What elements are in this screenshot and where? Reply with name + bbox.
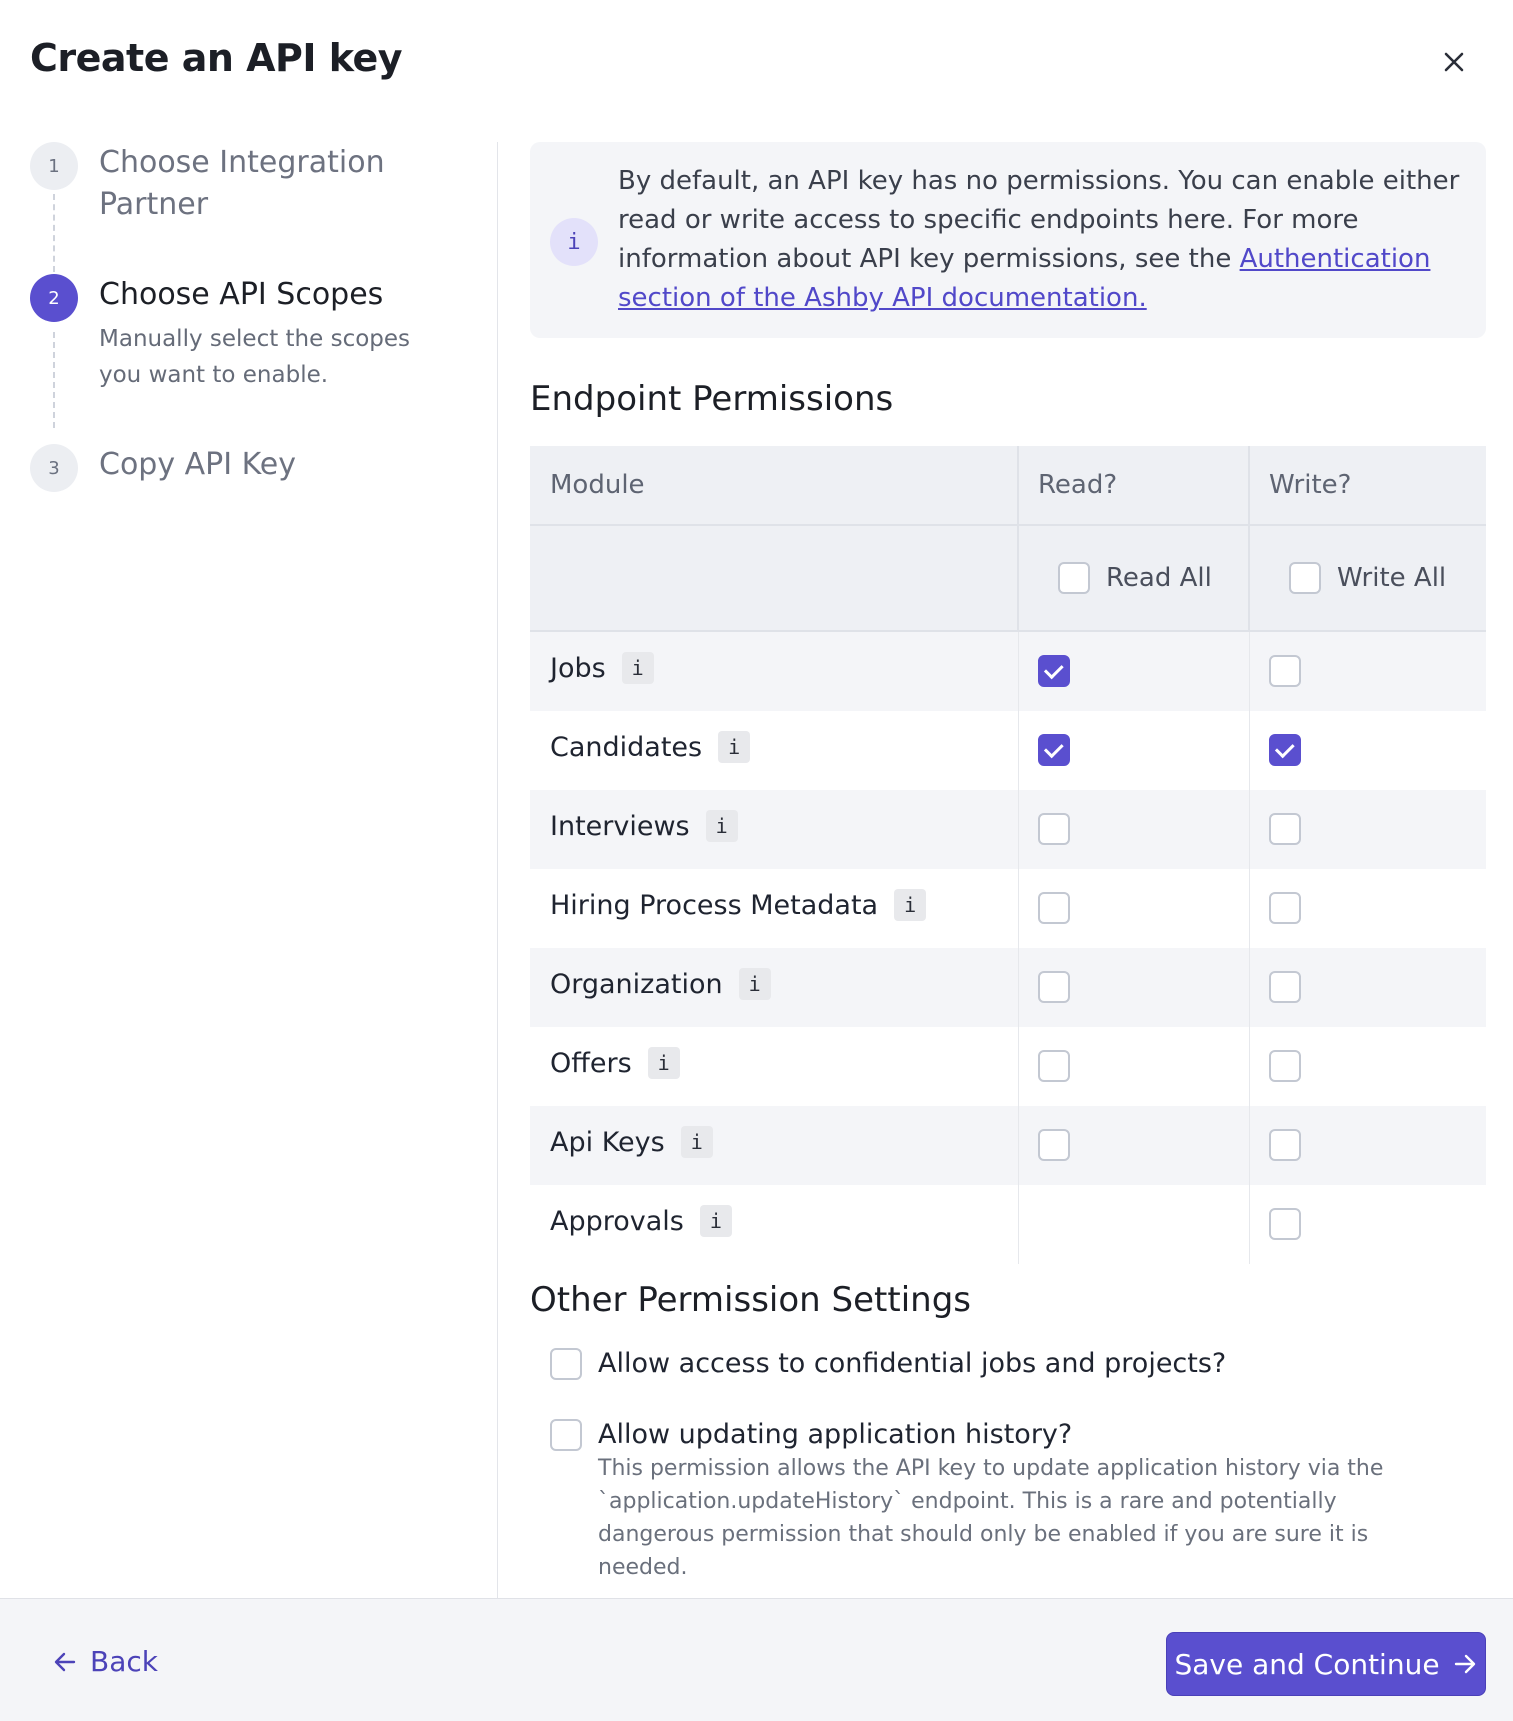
table-row <box>530 790 1486 869</box>
table-row <box>530 1185 1486 1264</box>
step-title-line: Choose Integration <box>99 145 385 180</box>
step-connector <box>53 194 55 272</box>
close-icon <box>1443 51 1465 73</box>
module-info-icon[interactable]: i <box>739 968 771 1000</box>
read-all-label: Read All <box>1106 563 1212 593</box>
confidential-access-label: Allow access to confidential jobs and projects? <box>598 1348 1227 1379</box>
module-label <box>550 810 738 842</box>
module-name: Interviews <box>550 810 690 842</box>
write-checkbox[interactable] <box>1269 655 1301 687</box>
modal-footer <box>0 1598 1513 1721</box>
module-info-icon[interactable]: i <box>648 1047 680 1079</box>
module-label <box>550 1126 713 1158</box>
info-callout <box>530 142 1486 338</box>
module-name: Offers <box>550 1047 632 1079</box>
arrow-right-icon <box>1452 1651 1478 1677</box>
back-button[interactable] <box>52 1645 158 1678</box>
read-checkbox[interactable] <box>1038 892 1070 924</box>
column-header-read: Read? <box>1038 470 1118 500</box>
column-divider <box>1248 446 1250 632</box>
table-row <box>530 1027 1486 1106</box>
panel-divider <box>497 142 498 1598</box>
step-title-line: Partner <box>99 187 209 222</box>
module-info-icon[interactable]: i <box>681 1126 713 1158</box>
column-divider <box>1249 632 1250 1264</box>
read-checkbox[interactable] <box>1038 1129 1070 1161</box>
write-all-toggle[interactable] <box>1289 562 1446 594</box>
read-checkbox[interactable] <box>1038 813 1070 845</box>
confidential-access-option[interactable] <box>550 1346 1226 1382</box>
step-connector <box>53 332 55 428</box>
step-number: 1 <box>30 142 78 190</box>
column-header-module: Module <box>550 470 645 500</box>
step-title <box>99 142 385 226</box>
info-body: By default, an API key has no permissions. You can enable either read or write access to specific endpoints here. For more information about API key permissions, see the <box>618 166 1460 274</box>
read-checkbox[interactable] <box>1038 734 1070 766</box>
update-history-option[interactable] <box>550 1417 1072 1453</box>
column-divider <box>1018 632 1019 1264</box>
write-all-label: Write All <box>1337 563 1447 593</box>
step-description: Manually select the scopes you want to enable. <box>99 326 411 388</box>
read-checkbox[interactable] <box>1038 655 1070 687</box>
module-name: Jobs <box>550 652 606 684</box>
authentication-docs-link[interactable]: Authentication section of the Ashby API documentation. <box>618 244 1431 313</box>
module-info-icon[interactable]: i <box>718 731 750 763</box>
module-label <box>550 968 771 1000</box>
update-history-label: Allow updating application history? <box>598 1419 1073 1450</box>
module-label <box>550 1047 680 1079</box>
table-row <box>530 711 1486 790</box>
write-checkbox[interactable] <box>1269 1129 1301 1161</box>
table-row <box>530 1106 1486 1185</box>
read-checkbox[interactable] <box>1038 1050 1070 1082</box>
module-label <box>550 889 926 921</box>
update-history-checkbox[interactable] <box>550 1419 582 1451</box>
info-text <box>618 162 1468 318</box>
select-all-row <box>530 526 1486 632</box>
save-and-continue-button[interactable] <box>1166 1632 1486 1696</box>
save-label: Save and Continue <box>1174 1647 1440 1681</box>
write-checkbox[interactable] <box>1269 1050 1301 1082</box>
other-settings-title: Other Permission Settings <box>530 1280 971 1320</box>
write-checkbox[interactable] <box>1269 971 1301 1003</box>
close-button[interactable] <box>1436 44 1472 80</box>
write-checkbox[interactable] <box>1269 734 1301 766</box>
module-label <box>550 731 750 763</box>
module-info-icon[interactable]: i <box>894 889 926 921</box>
modal-header <box>0 0 1513 130</box>
step-title: Choose API Scopes <box>99 277 384 312</box>
module-label <box>550 652 654 684</box>
info-icon: i <box>550 218 598 266</box>
module-name: Api Keys <box>550 1126 665 1158</box>
column-divider <box>1017 446 1019 632</box>
table-row <box>530 632 1486 711</box>
table-row <box>530 948 1486 1027</box>
module-name: Organization <box>550 968 723 1000</box>
step-number: 2 <box>30 274 78 322</box>
column-header-write: Write? <box>1269 470 1352 500</box>
table-row <box>530 869 1486 948</box>
step-number: 3 <box>30 444 78 492</box>
arrow-left-icon <box>52 1649 78 1675</box>
read-all-checkbox[interactable] <box>1058 562 1090 594</box>
step-title: Copy API Key <box>99 447 297 482</box>
module-label <box>550 1205 732 1237</box>
update-history-description: This permission allows the API key to update application history via the `application.updateHistory` endpoint. This is a rare and potentially dangerous permission that should only be enabled if you are sure it is needed. <box>598 1456 1384 1580</box>
write-checkbox[interactable] <box>1269 892 1301 924</box>
table-header <box>530 446 1486 526</box>
read-all-toggle[interactable] <box>1058 562 1212 594</box>
module-info-icon[interactable]: i <box>706 810 738 842</box>
module-name: Hiring Process Metadata <box>550 889 879 921</box>
module-name: Candidates <box>550 731 703 763</box>
back-label: Back <box>90 1645 158 1678</box>
write-checkbox[interactable] <box>1269 1208 1301 1240</box>
confidential-access-checkbox[interactable] <box>550 1348 582 1380</box>
read-checkbox[interactable] <box>1038 971 1070 1003</box>
write-all-checkbox[interactable] <box>1289 562 1321 594</box>
module-name: Approvals <box>550 1205 684 1237</box>
endpoint-permissions-title: Endpoint Permissions <box>530 379 894 419</box>
modal-title: Create an API key <box>30 36 403 80</box>
module-info-icon[interactable]: i <box>622 652 654 684</box>
module-info-icon[interactable]: i <box>700 1205 732 1237</box>
write-checkbox[interactable] <box>1269 813 1301 845</box>
